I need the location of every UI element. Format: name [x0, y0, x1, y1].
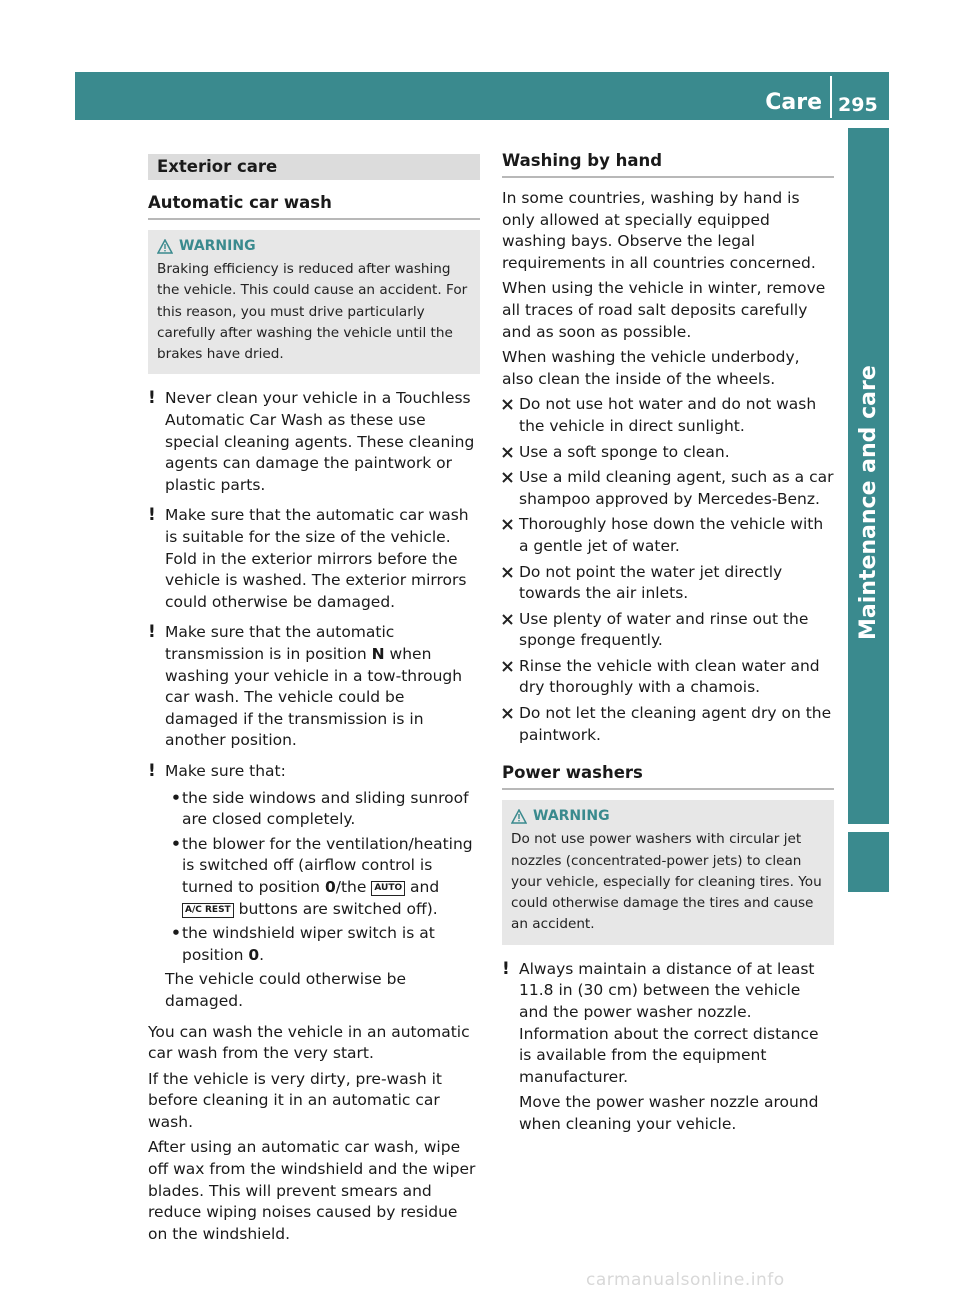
list-item: • the side windows and sliding sunroof are closed completely.	[171, 788, 469, 829]
exclamation-icon: !	[148, 622, 156, 643]
step-arrow-icon	[502, 567, 513, 578]
step-item: Do not let the cleaning agent dry on the paintwork.	[502, 703, 834, 746]
note: ! Never clean your vehicle in a Touchless Automatic Car Wash as these use special cleaning agents. These cleaning agents can damage the paintwork or plastic parts.	[148, 388, 475, 494]
list-item: • the blower for the ventilation/heating is switched off (airflow control is turned to position 0/the AUTO and A/C REST buttons are switched off).	[171, 834, 473, 918]
left-column	[148, 150, 480, 1249]
step-arrow-icon	[502, 447, 513, 458]
step-arrow-icon	[502, 708, 513, 719]
exclamation-icon: !	[148, 760, 156, 781]
page-section-title: Care	[765, 90, 822, 115]
heading-power-washers: Power washers	[502, 750, 834, 790]
header-divider	[830, 76, 832, 118]
paragraph: If the vehicle is very dirty, pre-wash it before cleaning it in an automatic car wash.	[148, 1069, 442, 1131]
warning-text: Do not use power washers with circular jet nozzles (concentrated-power jets) to clean your vehicle, especially for cleaning tires. You could otherwise damage the tires and cause an accident.	[511, 831, 822, 933]
warning-title-text: WARNING	[533, 808, 610, 825]
step-arrow-icon	[502, 661, 513, 672]
warning-title	[157, 236, 471, 256]
paragraph: In some countries, washing by hand is only allowed at specially equipped washing bays. Observe the legal requirements in all countries concerned.	[502, 189, 816, 272]
step-item: Do not use hot water and do not wash the vehicle in direct sunlight.	[502, 394, 834, 437]
note-tail: Move the power washer nozzle around when cleaning your vehicle.	[519, 1093, 819, 1133]
paragraph: You can wash the vehicle in an automatic car wash from the very start.	[148, 1022, 470, 1063]
warning-triangle-icon	[157, 239, 173, 254]
note-checklist: ! Make sure that: • the side windows and sliding sunroof are closed completely. • the blower for the ventilation/heating is switched off (airflow control is turned to position 0/the AUTO and A/C REST buttons are switched off). • the windshield wiper switch is at position 0. The vehicle could otherwise be damaged.	[148, 761, 480, 1013]
exclamation-icon: !	[502, 958, 510, 979]
exclamation-icon: !	[148, 388, 156, 409]
ac-button-symbol: A/C REST	[182, 903, 234, 918]
note: ! Make sure that the automatic transmission is in position N when washing your vehicle in a tow-through car wash. The vehicle could be damaged if the transmission is in another position.	[148, 622, 463, 750]
right-column	[502, 150, 834, 1144]
section-title: Exterior care	[148, 154, 480, 180]
warning-title	[511, 806, 825, 826]
side-tab-label: Maintenance and care	[856, 365, 881, 640]
list-item: • the windshield wiper switch is at position 0.	[171, 924, 435, 964]
bullet-icon: •	[171, 924, 181, 943]
paragraph: When washing the vehicle underbody, also clean the inside of the wheels.	[502, 348, 800, 388]
warning-triangle-icon	[511, 809, 527, 824]
auto-button-symbol: AUTO	[371, 881, 405, 896]
note: ! Always maintain a distance of at least 11.8 in (30 cm) between the vehicle and the power washer nozzle. Information about the correct distance is available from the equipment manufacturer. Move the power washer nozzle around when cleaning your vehicle.	[502, 959, 834, 1136]
heading-automatic-car-wash: Automatic car wash	[148, 180, 480, 220]
heading-washing-by-hand: Washing by hand	[502, 150, 834, 178]
bullet-list	[165, 788, 480, 967]
bullet-icon: •	[171, 834, 181, 853]
step-item: Use a mild cleaning agent, such as a car shampoo approved by Mercedes-Benz.	[502, 467, 834, 510]
step-arrow-icon	[502, 399, 513, 410]
step-item: Do not point the water jet directly towards the air inlets.	[502, 562, 834, 605]
step-arrow-icon	[502, 614, 513, 625]
paragraph: When using the vehicle in winter, remove all traces of road salt deposits carefully and as soon as possible.	[502, 279, 826, 341]
side-tab-marker	[848, 832, 889, 892]
page-number: 295	[838, 94, 878, 116]
warning-title-text: WARNING	[179, 238, 256, 254]
note-tail: The vehicle could otherwise be damaged.	[165, 970, 406, 1010]
warning-text: Braking efficiency is reduced after washing the vehicle. This could cause an accident. For this reason, you must drive particularly carefully after washing the vehicle until the brakes have dried.	[157, 261, 468, 363]
warning-box	[502, 800, 834, 944]
step-item: Use a soft sponge to clean.	[502, 442, 834, 464]
paragraph: After using an automatic car wash, wipe off wax from the windshield and the wiper blades. This will prevent smears and reduce wiping noises caused by residue on the windshield.	[148, 1138, 476, 1243]
step-item: Use plenty of water and rinse out the sponge frequently.	[502, 609, 834, 652]
exclamation-icon: !	[148, 505, 156, 526]
step-arrow-icon	[502, 519, 513, 530]
step-arrow-icon	[502, 472, 513, 483]
step-item: Thoroughly hose down the vehicle with a gentle jet of water.	[502, 514, 834, 557]
watermark: carmanualsonline.info	[586, 1270, 785, 1290]
note: ! Make sure that the automatic car wash is suitable for the size of the vehicle. Fold in the exterior mirrors before the vehicle is washed. The exterior mirrors could otherwise be damaged.	[148, 505, 469, 611]
bullet-icon: •	[171, 788, 181, 807]
warning-box	[148, 230, 480, 374]
step-item: Rinse the vehicle with clean water and dry thoroughly with a chamois.	[502, 656, 834, 699]
